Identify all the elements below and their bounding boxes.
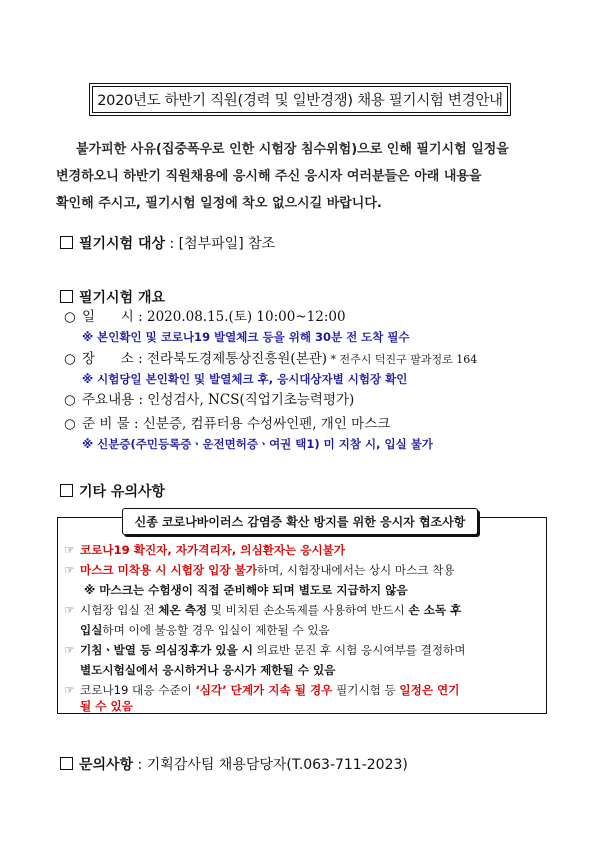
notice-text: 및 비치된 손소독제를 사용하여 반드시 [207, 603, 409, 617]
pointing-hand-icon: ☞ [64, 563, 75, 577]
notice-line [80, 622, 330, 638]
intro-line: 변경하오니 하반기 직원채용에 응시해 주신 응시자 여러분들은 아래 내용을 [56, 169, 482, 184]
section-value: : [첨부파일] 참조 [165, 236, 276, 252]
circle-bullet-icon: ○ [64, 351, 76, 367]
item-place [64, 350, 477, 369]
notice-text: 하며 이에 불응할 경우 입실이 제한될 수 있음 [102, 623, 330, 637]
notice-text: 손 소독 후 [408, 603, 462, 617]
circle-bullet-icon: ○ [64, 416, 76, 432]
notice-text: 필기시험 등 [332, 683, 400, 697]
notice-text: 는 수험생이 직접 준비해야 되며 별도로 지급하지 않음 [132, 583, 408, 597]
section-label: 필기시험 개요 [79, 290, 166, 306]
intro-line: 확인해 주시고, 필기시험 일정에 착오 없으시길 바랍니다. [56, 196, 382, 211]
notice-text: 코로나19 확진자, 자가격리자, 의심환자는 응시불가 [80, 543, 346, 557]
item-note: ※ 시험당일 본인확인 및 발열체크 후, 응시대상자별 시험장 확인 [82, 372, 408, 386]
item-note: ※ 신분증(주민등록증ㆍ운전면허증ㆍ여권 택1) 미 지참 시, 입실 불가 [82, 437, 433, 451]
item-label: 일 시 [82, 309, 134, 325]
notice-text: 될 수 있음 [80, 699, 133, 713]
page-title: 2020년도 하반기 직원(경력 및 일반경쟁) 채용 필기시험 변경안내 [92, 86, 508, 113]
notice-title: 신종 코로나바이러스 감염증 확산 방지를 위한 응시자 협조사항 [122, 508, 479, 535]
item-date [64, 308, 346, 326]
notice-line [64, 642, 465, 658]
pointing-hand-icon: ☞ [64, 603, 75, 617]
checkbox-square-icon [60, 236, 73, 249]
notice-text: 하며, 시험장내에서는 상시 마스크 착용 [256, 563, 455, 577]
notice-line [80, 662, 335, 678]
notice-line [80, 698, 133, 714]
notice-text: 입실 [80, 623, 103, 637]
notice-text: 마스크 미착용 시 시험장 입장 불가 [80, 563, 257, 577]
section-label: 필기시험 대상 [79, 236, 166, 252]
section-etc [60, 481, 165, 501]
item-value: : 2020.08.15.(토) 10:00~12:00 [133, 309, 346, 325]
section-overview [60, 287, 165, 307]
notice-text: 체온 측정 [158, 603, 208, 617]
item-label: 장 소 [82, 351, 134, 367]
notice-text: 의료반 문진 후 시험 응시여부를 결정하며 [252, 643, 466, 657]
section-target [60, 233, 275, 253]
intro-paragraph [56, 136, 548, 217]
pointing-hand-icon: ☞ [64, 643, 75, 657]
item-address: * 전주시 덕진구 팔과정로 164 [327, 353, 478, 366]
notice-text: ‘심각’ 단계가 지속 될 경우 [195, 683, 333, 697]
item-note: ※ 본인확인 및 코로나19 발열체크 등을 위해 30분 전 도착 필수 [82, 330, 410, 344]
circle-bullet-icon: ○ [64, 392, 76, 408]
checkbox-square-icon [60, 484, 73, 497]
notice-title-wrap [0, 508, 600, 535]
notice-text: 일정은 연기 [399, 683, 460, 697]
item-label: 준 비 물 [82, 416, 130, 432]
item-value: : 신분증, 컴퓨터용 수성싸인펜, 개인 마스크 [129, 416, 391, 432]
notice-text: 코로나19 대응 수준이 [80, 683, 196, 697]
notice-line [64, 562, 455, 578]
item-value: : 전라북도경제통상진흥원(본관) [133, 351, 328, 367]
notice-line [64, 682, 459, 698]
item-label: 주요내용 [82, 392, 135, 408]
circle-bullet-icon: ○ [64, 309, 76, 325]
contact-value: : 기획감사팀 채용담당자(T.063-711-2023) [133, 757, 408, 773]
section-contact [60, 754, 408, 774]
item-content [64, 391, 354, 409]
checkbox-square-icon [60, 757, 73, 770]
pointing-hand-icon: ☞ [64, 683, 75, 697]
notice-line [84, 582, 408, 598]
section-label: 문의사항 [79, 757, 134, 773]
item-value: : 인성검사, NCS(직업기초능력평가) [134, 392, 355, 408]
notice-text: 별도시험실에서 응시하거나 응시가 제한될 수 있음 [80, 663, 336, 677]
checkbox-square-icon [60, 290, 73, 303]
item-prep [64, 415, 390, 433]
section-label: 기타 유의사항 [79, 484, 166, 500]
notice-text: ※ 마스크 [84, 583, 133, 597]
notice-text: 기침ㆍ발열 등 의심징후가 있을 시 [80, 643, 253, 657]
notice-line [64, 542, 345, 558]
intro-line: 불가피한 사유(집중폭우로 인한 시험장 침수위험)으로 인해 필기시험 일정을 [76, 142, 509, 157]
title-wrap [0, 86, 600, 113]
pointing-hand-icon: ☞ [64, 543, 75, 557]
notice-line [64, 602, 461, 618]
notice-text: 시험장 입실 전 [80, 603, 159, 617]
